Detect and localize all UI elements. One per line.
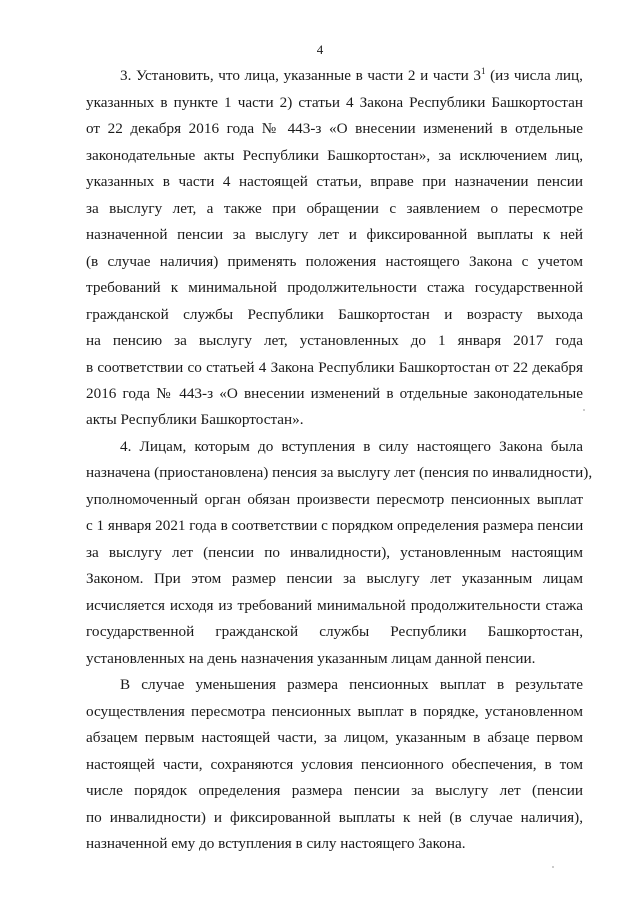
- paragraph-1-line: 2016 года № 443-з «О внесении изменений в отдельные законодательные: [86, 385, 583, 402]
- paragraph-1-line: назначенной пенсии за выслугу лет и фиксированной выплаты к ней: [86, 226, 583, 243]
- paragraph-1-line: в соответствии со статьей 4 Закона Республики Башкортостан от 22 декабря: [86, 359, 583, 376]
- paragraph-1-line: требований к минимальной продолжительности стажа государственной: [86, 279, 583, 296]
- scan-speck: [583, 409, 585, 411]
- paragraph-3-line: абзацем первым настоящей части, за лицом, указанным в абзаце первом: [86, 729, 583, 746]
- paragraph-3-line: настоящей части, сохраняются условия пенсионного обеспечения, в том: [86, 756, 583, 773]
- paragraph-3-line: осуществления пересмотра пенсионных выплат в порядке, установленном: [86, 703, 583, 720]
- paragraph-1-line: (в случае наличия) применять положения настоящего Закона с учетом: [86, 253, 583, 270]
- paragraph-1-line: акты Республики Башкортостан».: [86, 411, 304, 428]
- paragraph-1-line: указанных в пункте 1 части 2) статьи 4 Закона Республики Башкортостан: [86, 94, 583, 111]
- paragraph-2-line: 4. Лицам, которым до вступления в силу настоящего Закона была: [120, 438, 583, 455]
- paragraph-3-line: по инвалидности) и фиксированной выплаты к ней (в случае наличия),: [86, 809, 583, 826]
- paragraph-3-line: назначенной ему до вступления в силу настоящего Закона.: [86, 835, 466, 852]
- paragraph-1-line: 3. Установить, что лица, указанные в части 2 и части $3^1$ (из числа лиц,: [120, 65, 583, 84]
- paragraph-2-line: уполномоченный орган обязан произвести пересмотр пенсионных выплат: [86, 491, 583, 508]
- paragraph-3-line: В случае уменьшения размера пенсионных выплат в результате: [120, 676, 583, 693]
- paragraph-1-line: гражданской службы Республики Башкортостан и возрасту выхода: [86, 306, 583, 323]
- paragraph-1-line: от 22 декабря 2016 года № 443-з «О внесении изменений в отдельные: [86, 120, 583, 137]
- paragraph-1-line: указанных в части 4 настоящей статьи, вправе при назначении пенсии: [86, 173, 583, 190]
- paragraph-2-line: за выслугу лет (пенсии по инвалидности), установленным настоящим: [86, 544, 583, 561]
- paragraph-2-line: государственной гражданской службы Республики Башкортостан,: [86, 623, 583, 640]
- paragraph-3-line: числе порядок определения размера пенсии за выслугу лет (пенсии: [86, 782, 583, 799]
- paragraph-2-line: с 1 января 2021 года в соответствии с порядком определения размера пенсии: [86, 517, 584, 534]
- paragraph-2-line: установленных на день назначения указанным лицам данной пенсии.: [86, 650, 536, 667]
- paragraph-2-line: назначена (приостановлена) пенсия за выслугу лет (пенсия по инвалидности),: [86, 464, 593, 481]
- paragraph-1-line: законодательные акты Республики Башкортостан», за исключением лиц,: [86, 147, 583, 164]
- page-number: 4: [316, 42, 324, 57]
- scan-speck: [552, 866, 554, 868]
- paragraph-2-line: Законом. При этом размер пенсии за выслугу лет указанным лицам: [86, 570, 583, 587]
- paragraph-2-line: исчисляется исходя из требований минимальной продолжительности стажа: [86, 597, 583, 614]
- paragraph-1-line: на пенсию за выслугу лет, установленных до 1 января 2017 года: [86, 332, 583, 349]
- paragraph-1-line: за выслугу лет, а также при обращении с заявлением о пересмотре: [86, 200, 583, 217]
